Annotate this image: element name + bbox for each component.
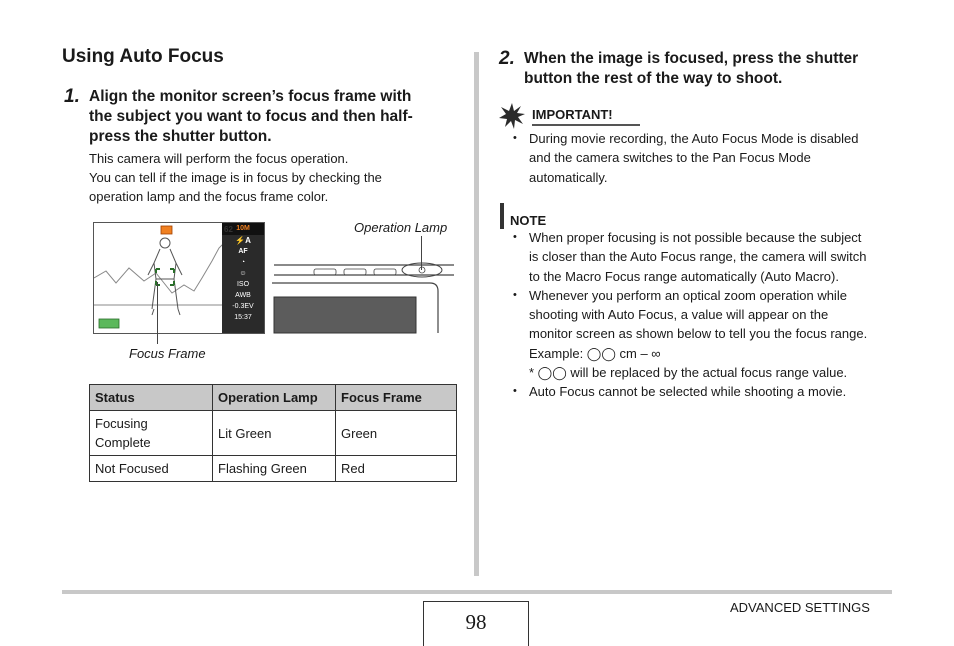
- step-2-number: 2.: [499, 48, 515, 69]
- step-1-body: [89, 149, 382, 206]
- page-number: 98: [423, 601, 529, 646]
- table-header-cell: Operation Lamp: [213, 385, 336, 411]
- footer-rule: [62, 590, 892, 594]
- table-cell: Red: [336, 456, 457, 482]
- af-indicator: AF: [238, 248, 248, 255]
- body-line: operation lamp and the focus frame color.: [89, 189, 329, 204]
- step-1-heading-line: Align the monitor screen’s focus frame with: [89, 88, 412, 105]
- status-table: [89, 384, 457, 482]
- step-1-heading-line: press the shutter button.: [89, 128, 272, 145]
- important-list: [499, 129, 909, 187]
- face-detect-icon: ☺: [239, 270, 247, 277]
- table-cell: Not Focused: [90, 456, 213, 482]
- table-row: [90, 456, 457, 482]
- step-2-heading: [524, 49, 858, 89]
- time-indicator: 15:37: [234, 314, 252, 321]
- table-cell: Focusing Complete: [90, 411, 213, 456]
- awb-indicator: AWB: [235, 292, 251, 299]
- important-burst-icon: [499, 103, 525, 129]
- body-line: You can tell if the image is in focus by checking the: [89, 170, 382, 185]
- flash-indicator: ⚡A: [235, 236, 251, 245]
- table-header-row: [90, 385, 457, 411]
- section-title: Using Auto Focus: [62, 46, 224, 67]
- self-timer-icon: ◔: [240, 259, 246, 266]
- step-1-heading: [89, 87, 413, 147]
- footer-section-label: ADVANCED SETTINGS: [730, 600, 870, 615]
- note-bar-icon: [500, 203, 504, 229]
- table-cell: Green: [336, 411, 457, 456]
- table-header-cell: Focus Frame: [336, 385, 457, 411]
- note-list: [499, 228, 909, 402]
- list-item: • When proper focusing is not possible because the subject is closer than the Auto Focus range, the camera will switch to the Macro Focus range automatically (Auto Macro).: [499, 228, 909, 286]
- shot-count: 62: [224, 225, 233, 234]
- step-1-number: 1.: [64, 86, 80, 107]
- focus-frame-label: Focus Frame: [129, 346, 206, 361]
- step-2-heading-line: button the rest of the way to shoot.: [524, 70, 783, 87]
- important-underline: [532, 124, 640, 126]
- table-row: [90, 411, 457, 456]
- operation-lamp-pointer: [421, 236, 422, 270]
- important-label: IMPORTANT!: [532, 107, 613, 122]
- table-header-cell: Status: [90, 385, 213, 411]
- note-label: NOTE: [510, 213, 547, 228]
- body-line: This camera will perform the focus operation.: [89, 151, 349, 166]
- iso-indicator: ISO: [236, 281, 250, 288]
- lcd-screen-illustration: [93, 222, 265, 334]
- ev-indicator: -0.3EV: [232, 303, 254, 310]
- step-2-heading-line: When the image is focused, press the shutter: [524, 50, 859, 67]
- operation-lamp-label: Operation Lamp: [354, 220, 448, 235]
- table-cell: Lit Green: [213, 411, 336, 456]
- list-item: • Auto Focus cannot be selected while shooting a movie.: [499, 382, 909, 401]
- size-badge: 10M: [236, 225, 250, 232]
- step-1-heading-line: the subject you want to focus and then half-: [89, 108, 413, 125]
- column-divider: [474, 52, 479, 576]
- camera-back-illustration: [272, 255, 456, 335]
- table-cell: Flashing Green: [213, 456, 336, 482]
- focus-frame-pointer: [157, 282, 158, 344]
- lcd-status-bar: [222, 223, 264, 333]
- list-item: • Whenever you perform an optical zoom operation while shooting with Auto Focus, a value will appear on the monitor screen as shown below to tell you the focus range. Example: ◯◯ cm – ∞ * ◯◯ will be replaced by the actual focus range value.: [499, 286, 909, 382]
- list-item: • During movie recording, the Auto Focus Mode is disabled and the camera switches to the Pan Focus Mode automatically.: [499, 129, 909, 187]
